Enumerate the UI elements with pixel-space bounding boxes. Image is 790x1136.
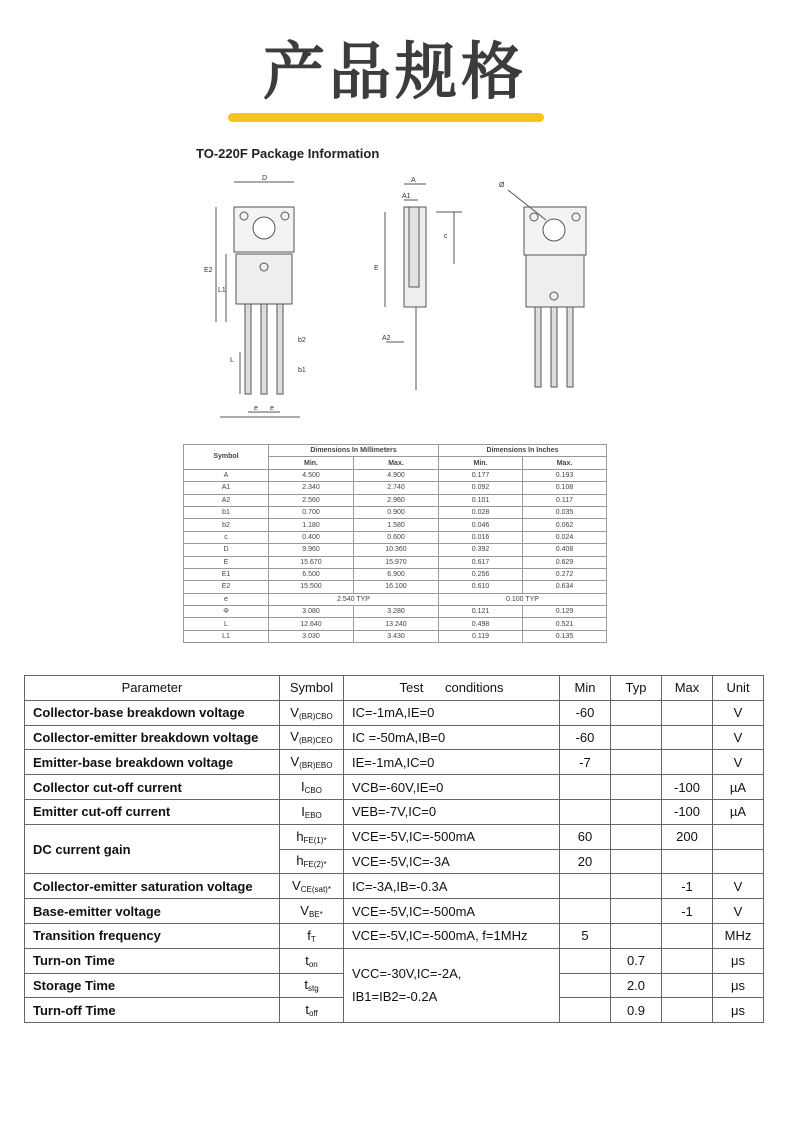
unit-cell (713, 849, 764, 874)
symbol-main: t (304, 977, 308, 993)
dim-cell: 0.092 (439, 482, 523, 494)
min-cell (560, 948, 611, 973)
typ-cell (611, 750, 662, 775)
header-symbol: Symbol (280, 676, 344, 701)
page-heading: 产品规格 (262, 35, 527, 108)
min-cell: 60 (560, 824, 611, 849)
dim-row (184, 494, 607, 506)
min-cell (560, 973, 611, 998)
min-cell (560, 899, 611, 924)
symbol-sub: (BR)EBO (299, 761, 333, 771)
dim-cell: 0.177 (439, 469, 523, 481)
table-row (25, 824, 764, 849)
test-cell: VCE=-5V,IC=-500mA (344, 824, 560, 849)
heading-underline (228, 113, 544, 122)
dim-cell: 3.280 (354, 606, 439, 618)
header-test: Test (399, 680, 424, 696)
dim-cell: A1 (184, 482, 269, 494)
dim-cell: 0.600 (354, 531, 439, 543)
table-row (25, 775, 764, 800)
table-row (25, 700, 764, 725)
dim-cell: 2.560 (269, 494, 354, 506)
max-cell: -1 (662, 899, 713, 924)
dim-cell: 0.629 (523, 556, 607, 568)
dim-cell: 1.180 (269, 519, 354, 531)
min-cell (560, 998, 611, 1023)
dim-cell: 0.100 TYP (439, 593, 607, 605)
min-cell: 5 (560, 923, 611, 948)
dim-cell: 15.670 (269, 556, 354, 568)
dim-cell: e (184, 593, 269, 605)
symbol-sub: CBO (304, 786, 322, 796)
symbol-cell (280, 750, 344, 775)
dim-row (184, 531, 607, 543)
dim-cell: 0.035 (523, 506, 607, 518)
unit-cell: μs (713, 998, 764, 1023)
dim-cell: 6.500 (269, 568, 354, 580)
typ-cell (611, 923, 662, 948)
label-A2: A2 (382, 335, 391, 342)
unit-cell: V (713, 725, 764, 750)
dim-cell: 0.272 (523, 568, 607, 580)
dim-cell: 0.610 (439, 581, 523, 593)
table-header-row (25, 676, 764, 701)
param-cell: Storage Time (25, 973, 280, 998)
label-D: D (262, 175, 268, 182)
symbol-cell (280, 849, 344, 874)
symbol-cell (280, 899, 344, 924)
dim-cell: D (184, 544, 269, 556)
param-cell: DC current gain (25, 824, 280, 874)
dim-cell: 0.101 (439, 494, 523, 506)
typ-cell (611, 824, 662, 849)
dim-cell: 13.240 (354, 618, 439, 630)
param-cell: Collector cut-off current (25, 775, 280, 800)
min-cell (560, 775, 611, 800)
dim-row (184, 581, 607, 593)
table-row (25, 725, 764, 750)
test-cell: IC=-3A,IB=-0.3A (344, 874, 560, 899)
param-cell: Turn-off Time (25, 998, 280, 1023)
unit-cell: V (713, 874, 764, 899)
typ-cell (611, 899, 662, 924)
min-cell (560, 799, 611, 824)
dim-header-max: Max. (354, 457, 439, 469)
symbol-sub: FE(2)* (303, 860, 327, 870)
dim-cell: 0.408 (523, 544, 607, 556)
header-typ: Typ (611, 676, 662, 701)
symbol-main: V (300, 903, 309, 919)
label-A1: A1 (402, 193, 411, 200)
unit-cell: μs (713, 948, 764, 973)
dim-row (184, 469, 607, 481)
test-cell: VCE=-5V,IC=-500mA (344, 899, 560, 924)
max-cell: -100 (662, 799, 713, 824)
dim-header-max: Max. (523, 457, 607, 469)
header-parameter: Parameter (25, 676, 280, 701)
dim-cell: 0.498 (439, 618, 523, 630)
symbol-main: h (296, 853, 304, 869)
dim-row (184, 544, 607, 556)
symbol-main: h (296, 828, 304, 844)
min-cell: -60 (560, 725, 611, 750)
symbol-cell (280, 948, 344, 973)
param-cell: Turn-on Time (25, 948, 280, 973)
dim-row (184, 606, 607, 618)
dim-cell: 0.117 (523, 494, 607, 506)
dim-cell: 6.900 (354, 568, 439, 580)
symbol-sub: CE(sat)* (300, 885, 331, 895)
dim-cell: 0.028 (439, 506, 523, 518)
label-e2: e (270, 405, 274, 412)
symbol-sub: off (308, 1009, 318, 1019)
typ-cell: 2.0 (611, 973, 662, 998)
symbol-main: I (301, 779, 305, 795)
dim-cell: 0.256 (439, 568, 523, 580)
dim-cell: 0.900 (354, 506, 439, 518)
symbol-sub: stg (307, 984, 319, 994)
label-e1: e (254, 405, 258, 412)
symbol-cell (280, 775, 344, 800)
dim-cell: 0.129 (523, 606, 607, 618)
dim-cell: 0.634 (523, 581, 607, 593)
dim-header-symbol: Symbol (184, 445, 269, 470)
test-cell: IC =-50mA,IB=0 (344, 725, 560, 750)
typ-cell (611, 700, 662, 725)
symbol-main: f (307, 927, 311, 943)
typ-cell (611, 725, 662, 750)
symbol-sub: (BR)CBO (298, 711, 333, 721)
dim-cell: 9.960 (269, 544, 354, 556)
header-max: Max (662, 676, 713, 701)
dim-cell: 10.360 (354, 544, 439, 556)
dim-cell: 16.100 (354, 581, 439, 593)
param-cell: Base-emitter voltage (25, 899, 280, 924)
dim-cell: 0.392 (439, 544, 523, 556)
dim-cell: 0.400 (269, 531, 354, 543)
unit-cell: MHz (713, 923, 764, 948)
symbol-cell (280, 923, 344, 948)
typ-cell: 0.7 (611, 948, 662, 973)
dim-cell: b1 (184, 506, 269, 518)
dim-cell: c (184, 531, 269, 543)
symbol-sub: BE* (308, 910, 323, 920)
dim-cell: 0.119 (439, 630, 523, 642)
max-cell (662, 849, 713, 874)
min-cell (560, 874, 611, 899)
max-cell (662, 973, 713, 998)
unit-cell: µA (713, 799, 764, 824)
max-cell (662, 700, 713, 725)
symbol-sub: EBO (304, 810, 322, 820)
typ-cell (611, 874, 662, 899)
label-E2: E2 (204, 267, 213, 274)
param-cell: Collector-base breakdown voltage (25, 700, 280, 725)
dim-cell: 0.046 (439, 519, 523, 531)
dim-cell: 3.430 (354, 630, 439, 642)
unit-cell: V (713, 899, 764, 924)
test-cell: VEB=-7V,IC=0 (344, 799, 560, 824)
dim-cell: E2 (184, 581, 269, 593)
dim-header-in: Dimensions In Inches (439, 445, 607, 457)
typ-cell (611, 799, 662, 824)
max-cell: 200 (662, 824, 713, 849)
table-row (25, 750, 764, 775)
table-row (25, 899, 764, 924)
dim-cell: 0.700 (269, 506, 354, 518)
symbol-sub: FE(1)* (303, 835, 327, 845)
unit-cell: V (713, 750, 764, 775)
dim-row (184, 482, 607, 494)
dim-cell: E1 (184, 568, 269, 580)
max-cell (662, 998, 713, 1023)
param-cell: Emitter cut-off current (25, 799, 280, 824)
symbol-sub: T (310, 934, 316, 944)
table-row (25, 799, 764, 824)
test-cell: VCE=-5V,IC=-3A (344, 849, 560, 874)
symbol-main: V (290, 729, 299, 745)
dim-cell: 4.500 (269, 469, 354, 481)
dim-cell: 0.135 (523, 630, 607, 642)
dim-cell: 0.521 (523, 618, 607, 630)
symbol-main: t (305, 1002, 309, 1018)
dim-cell: 2.340 (269, 482, 354, 494)
dim-cell: 0.016 (439, 531, 523, 543)
dim-cell: A2 (184, 494, 269, 506)
param-cell: Collector-emitter saturation voltage (25, 874, 280, 899)
dim-cell: 0.108 (523, 482, 607, 494)
package-title: TO-220F Package Information (196, 146, 380, 161)
dim-cell: 2.740 (354, 482, 439, 494)
max-cell (662, 948, 713, 973)
dim-row (184, 556, 607, 568)
dim-cell: 0.024 (523, 531, 607, 543)
symbol-main: V (290, 704, 299, 720)
dim-cell: 15.970 (354, 556, 439, 568)
typ-cell (611, 775, 662, 800)
dim-cell: A (184, 469, 269, 481)
dim-cell: 0.121 (439, 606, 523, 618)
symbol-main: V (292, 878, 301, 894)
symbol-cell (280, 824, 344, 849)
dim-row (184, 568, 607, 580)
dim-cell: 0.062 (523, 519, 607, 531)
typ-cell (611, 849, 662, 874)
dimensions-table (183, 444, 607, 643)
dim-header-min: Min. (439, 457, 523, 469)
table-row (25, 874, 764, 899)
dim-header-min: Min. (269, 457, 354, 469)
dim-cell: 0.617 (439, 556, 523, 568)
symbol-cell (280, 874, 344, 899)
dim-row (184, 593, 607, 605)
symbol-cell (280, 799, 344, 824)
symbol-cell (280, 973, 344, 998)
max-cell: -100 (662, 775, 713, 800)
symbol-cell (280, 998, 344, 1023)
header-min: Min (560, 676, 611, 701)
symbol-main: V (290, 754, 300, 770)
test-cell: VCE=-5V,IC=-500mA, f=1MHz (344, 923, 560, 948)
unit-cell: µA (713, 775, 764, 800)
label-phi: Ø (499, 182, 505, 189)
dim-cell: 12.640 (269, 618, 354, 630)
dim-cell: 0.193 (523, 469, 607, 481)
header-unit: Unit (713, 676, 764, 701)
param-cell: Emitter-base breakdown voltage (25, 750, 280, 775)
dim-cell: L1 (184, 630, 269, 642)
label-L: L (230, 357, 234, 364)
min-cell: -7 (560, 750, 611, 775)
typ-cell: 0.9 (611, 998, 662, 1023)
dim-cell: 3.080 (269, 606, 354, 618)
label-b2: b2 (298, 337, 306, 344)
table-row (25, 923, 764, 948)
package-outline-drawing (190, 172, 610, 427)
dim-cell: b2 (184, 519, 269, 531)
symbol-sub: on (308, 959, 318, 969)
dim-header-mm: Dimensions In Millimeters (269, 445, 439, 457)
test-cell: IC=-1mA,IE=0 (344, 700, 560, 725)
symbol-cell (280, 725, 344, 750)
param-cell: Collector-emitter breakdown voltage (25, 725, 280, 750)
test-cell-switching (344, 948, 560, 1022)
max-cell (662, 725, 713, 750)
label-A: A (411, 177, 416, 184)
dim-cell: 2.960 (354, 494, 439, 506)
max-cell: -1 (662, 874, 713, 899)
dim-cell: E (184, 556, 269, 568)
dim-cell: 4.900 (354, 469, 439, 481)
dim-row (184, 630, 607, 642)
dim-row (184, 519, 607, 531)
param-cell: Transition frequency (25, 923, 280, 948)
label-b1: b1 (298, 367, 306, 374)
symbol-sub: (BR)CEO (298, 736, 333, 746)
dim-row (184, 618, 607, 630)
test-cell: IE=-1mA,IC=0 (344, 750, 560, 775)
dim-row (184, 506, 607, 518)
dim-cell: Φ (184, 606, 269, 618)
table-row (25, 948, 764, 973)
label-L1: L1 (218, 287, 226, 294)
dim-cell: 15.500 (269, 581, 354, 593)
max-cell (662, 923, 713, 948)
header-test-conditions (344, 676, 560, 701)
unit-cell: μs (713, 973, 764, 998)
dim-cell: 3.030 (269, 630, 354, 642)
max-cell (662, 750, 713, 775)
test-cell: VCB=-60V,IE=0 (344, 775, 560, 800)
min-cell: 20 (560, 849, 611, 874)
dim-cell: 2.540 TYP (269, 593, 439, 605)
unit-cell (713, 824, 764, 849)
label-c: c (444, 233, 448, 240)
min-cell: -60 (560, 700, 611, 725)
unit-cell: V (713, 700, 764, 725)
symbol-cell (280, 700, 344, 725)
symbol-main: I (301, 803, 305, 819)
switching-test-line-2: IB1=IB2=-0.2A (352, 989, 438, 1005)
label-E: E (374, 265, 379, 272)
dim-cell: 1.580 (354, 519, 439, 531)
header-conditions: conditions (444, 680, 504, 696)
switching-test-line-1: VCC=-30V,IC=-2A, (352, 966, 462, 982)
dim-cell: L (184, 618, 269, 630)
electrical-characteristics-table (24, 675, 764, 1023)
symbol-main: t (305, 952, 309, 968)
